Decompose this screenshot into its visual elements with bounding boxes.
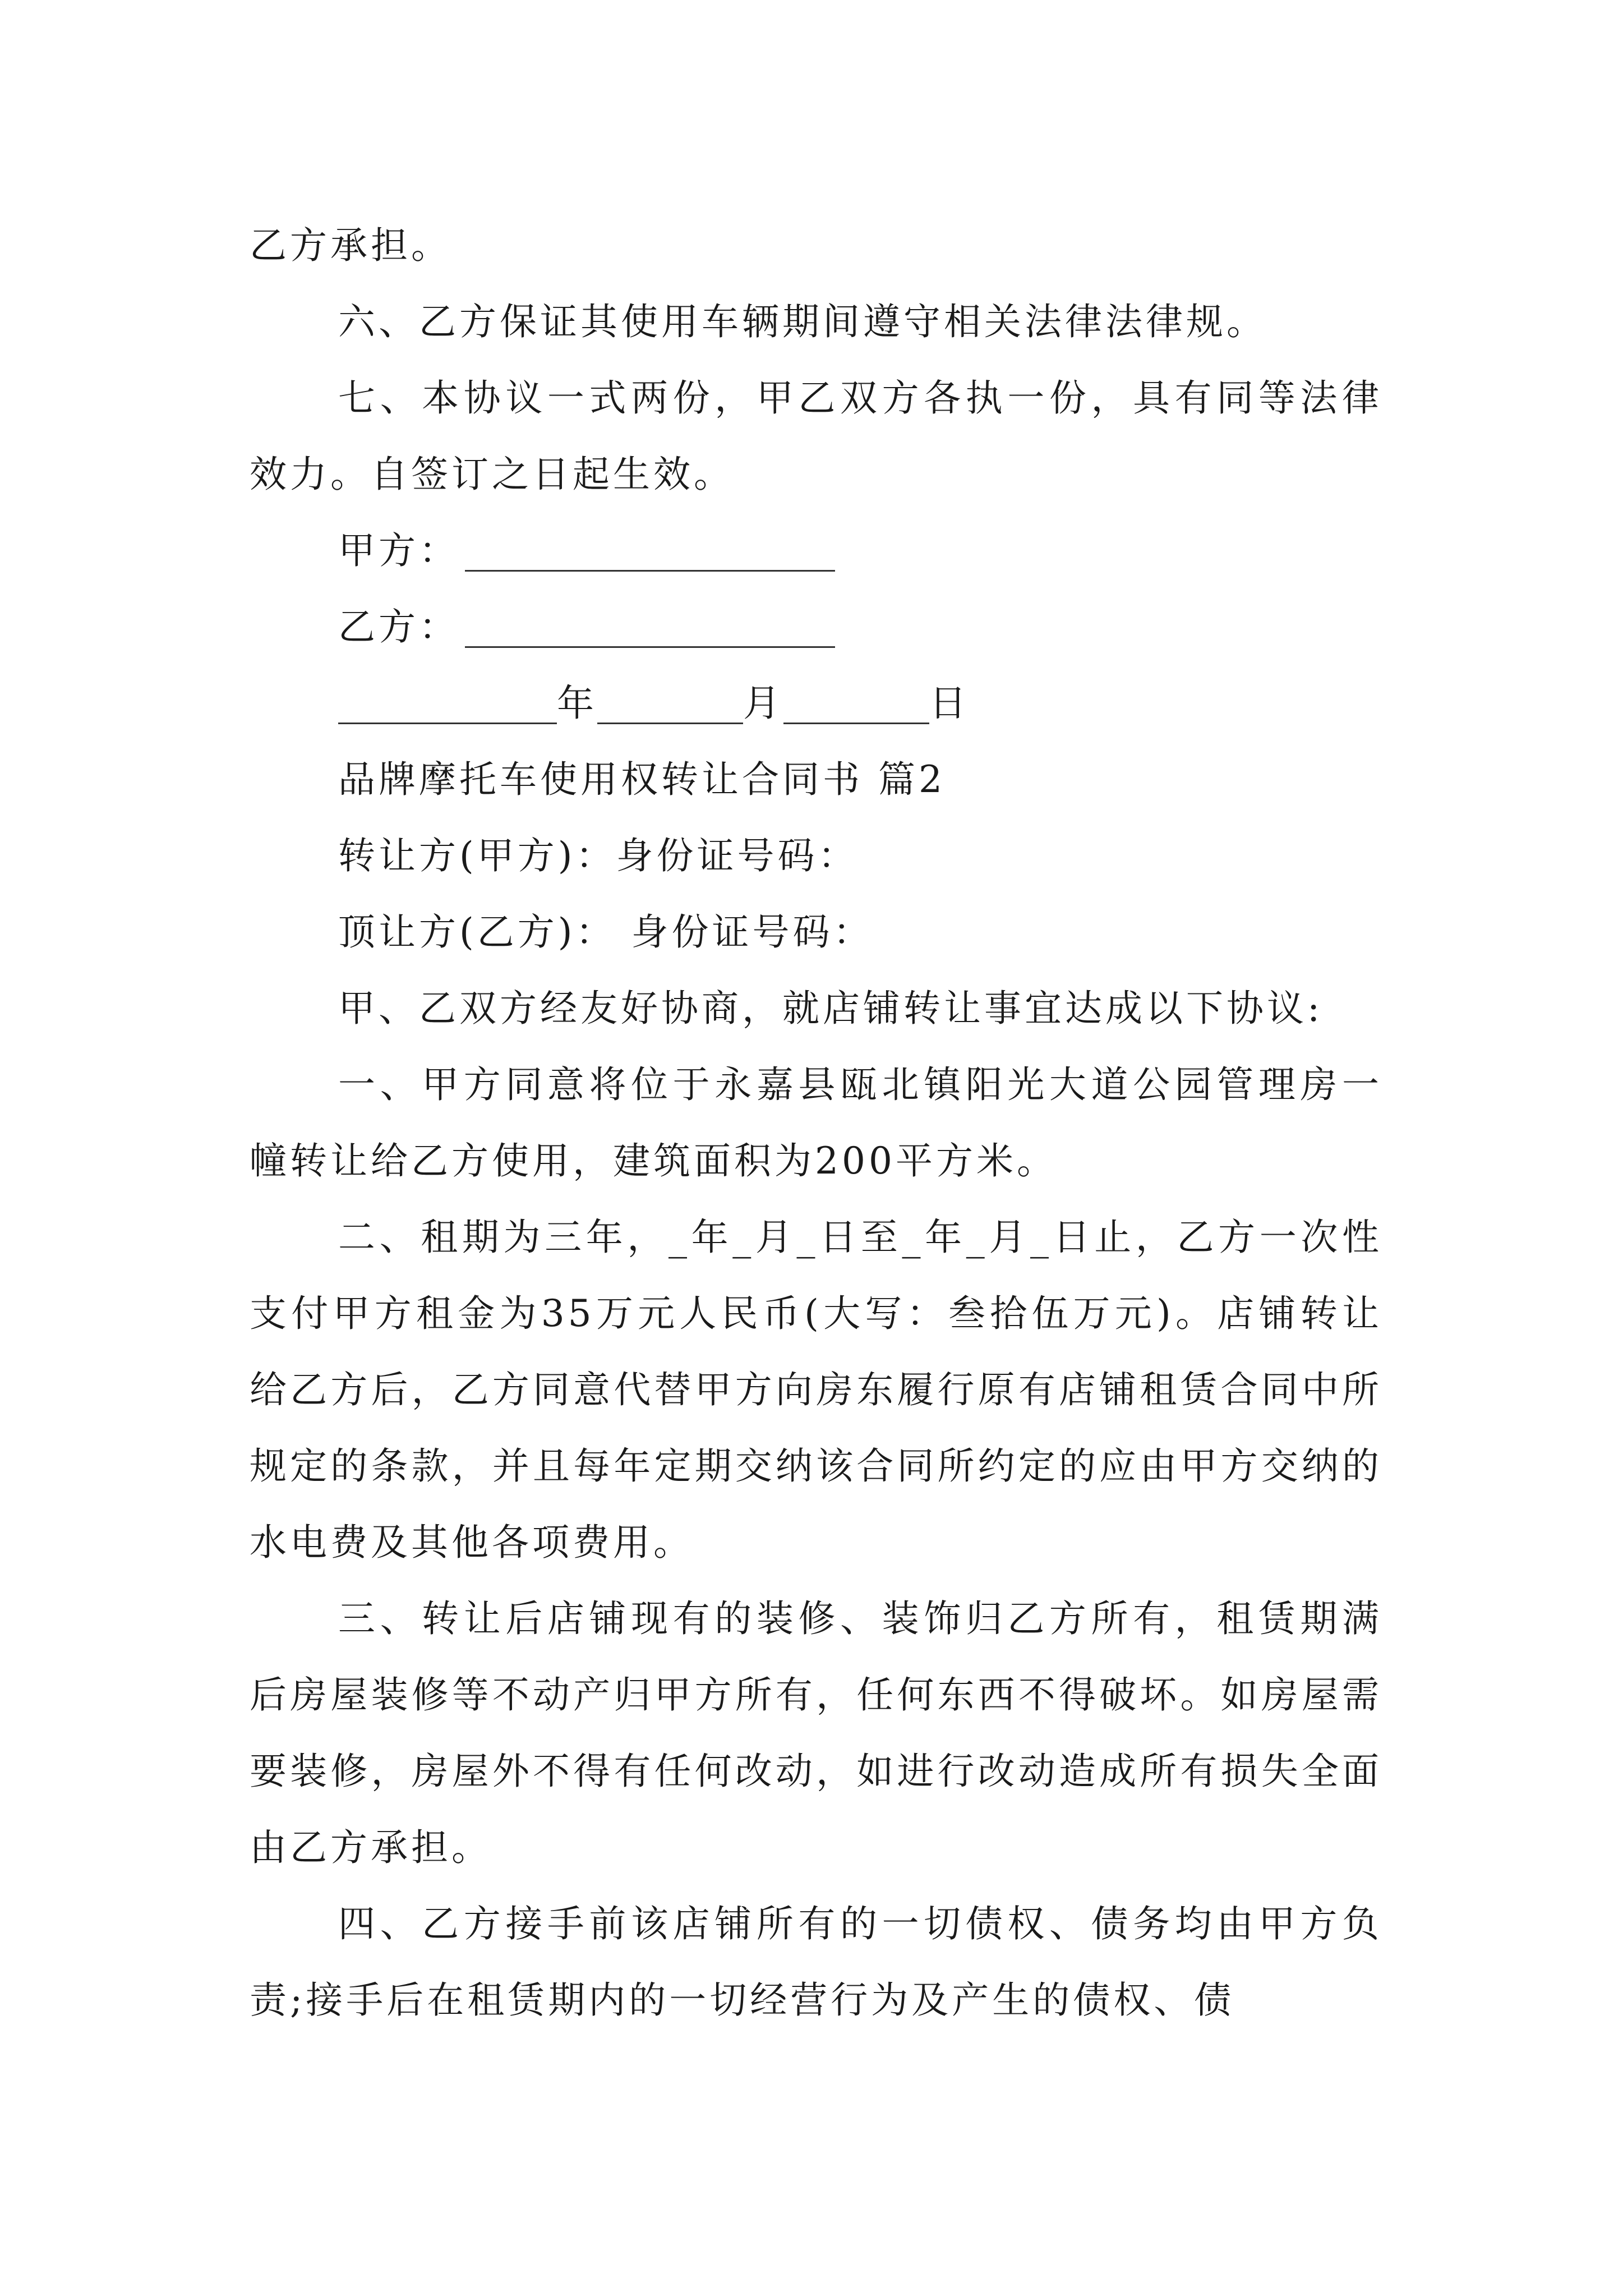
year-blank <box>338 689 557 724</box>
clause-2: 二、租期为三年，_年_月_日至_年_月_日止，乙方一次性支付甲方租金为35万元人民币(大写：叁拾伍万元)。店铺转让给乙方后，乙方同意代替甲方向房东履行原有店铺租赁合同中所规定的条款，并且每年定期交纳该合同所约定的应由甲方交纳的水电费及其他各项费用。 <box>250 1216 1382 1564</box>
date-line-row <box>250 665 1382 742</box>
party-a-label: 甲方： <box>338 529 459 572</box>
clause-6: 六、乙方保证其使用车辆期间遵守相关法律法律规。 <box>338 300 1267 343</box>
party-b-signature <box>250 589 1382 665</box>
month-label: 月 <box>743 682 783 725</box>
clause-7: 七、本协议一式两份，甲乙双方各执一份，具有同等法律效力。自签订之日起生效。 <box>250 376 1382 496</box>
clause-3: 三、转让后店铺现有的装修、装饰归乙方所有，租赁期满后房屋装修等不动产归甲方所有，任何东西不得破坏。如房屋需要装修，房屋外不得有任何改动，如进行改动造成所有损失全面由乙方承担。 <box>250 1597 1382 1869</box>
clause-1: 一、甲方同意将位于永嘉县瓯北镇阳光大道公园管理房一幢转让给乙方使用，建筑面积为200平方米。 <box>250 1063 1382 1182</box>
agreement-intro: 甲、乙双方经友好协商，就店铺转让事宜达成以下协议: <box>338 987 1324 1030</box>
party-a-signature <box>250 513 1382 589</box>
paragraph-continuation: 乙方承担。 <box>250 224 451 267</box>
day-label: 日 <box>929 682 970 725</box>
party-b-label: 乙方： <box>338 605 459 648</box>
day-blank <box>783 689 929 724</box>
document-body <box>250 208 1382 2039</box>
party-a-signature-line <box>465 536 835 572</box>
month-blank <box>597 689 743 724</box>
section-title: 品牌摩托车使用权转让合同书 篇2 <box>338 758 946 801</box>
transferee-line: 顶让方(乙方)： 身份证号码： <box>338 910 874 954</box>
transferor-line: 转让方(甲方)：身份证号码： <box>338 834 859 877</box>
clause-4: 四、乙方接手前该店铺所有的一切债权、债务均由甲方负责;接手后在租赁期内的一切经营行为及产生的债权、债 <box>250 1902 1382 2022</box>
year-label: 年 <box>557 682 597 725</box>
party-b-signature-line <box>465 613 835 648</box>
